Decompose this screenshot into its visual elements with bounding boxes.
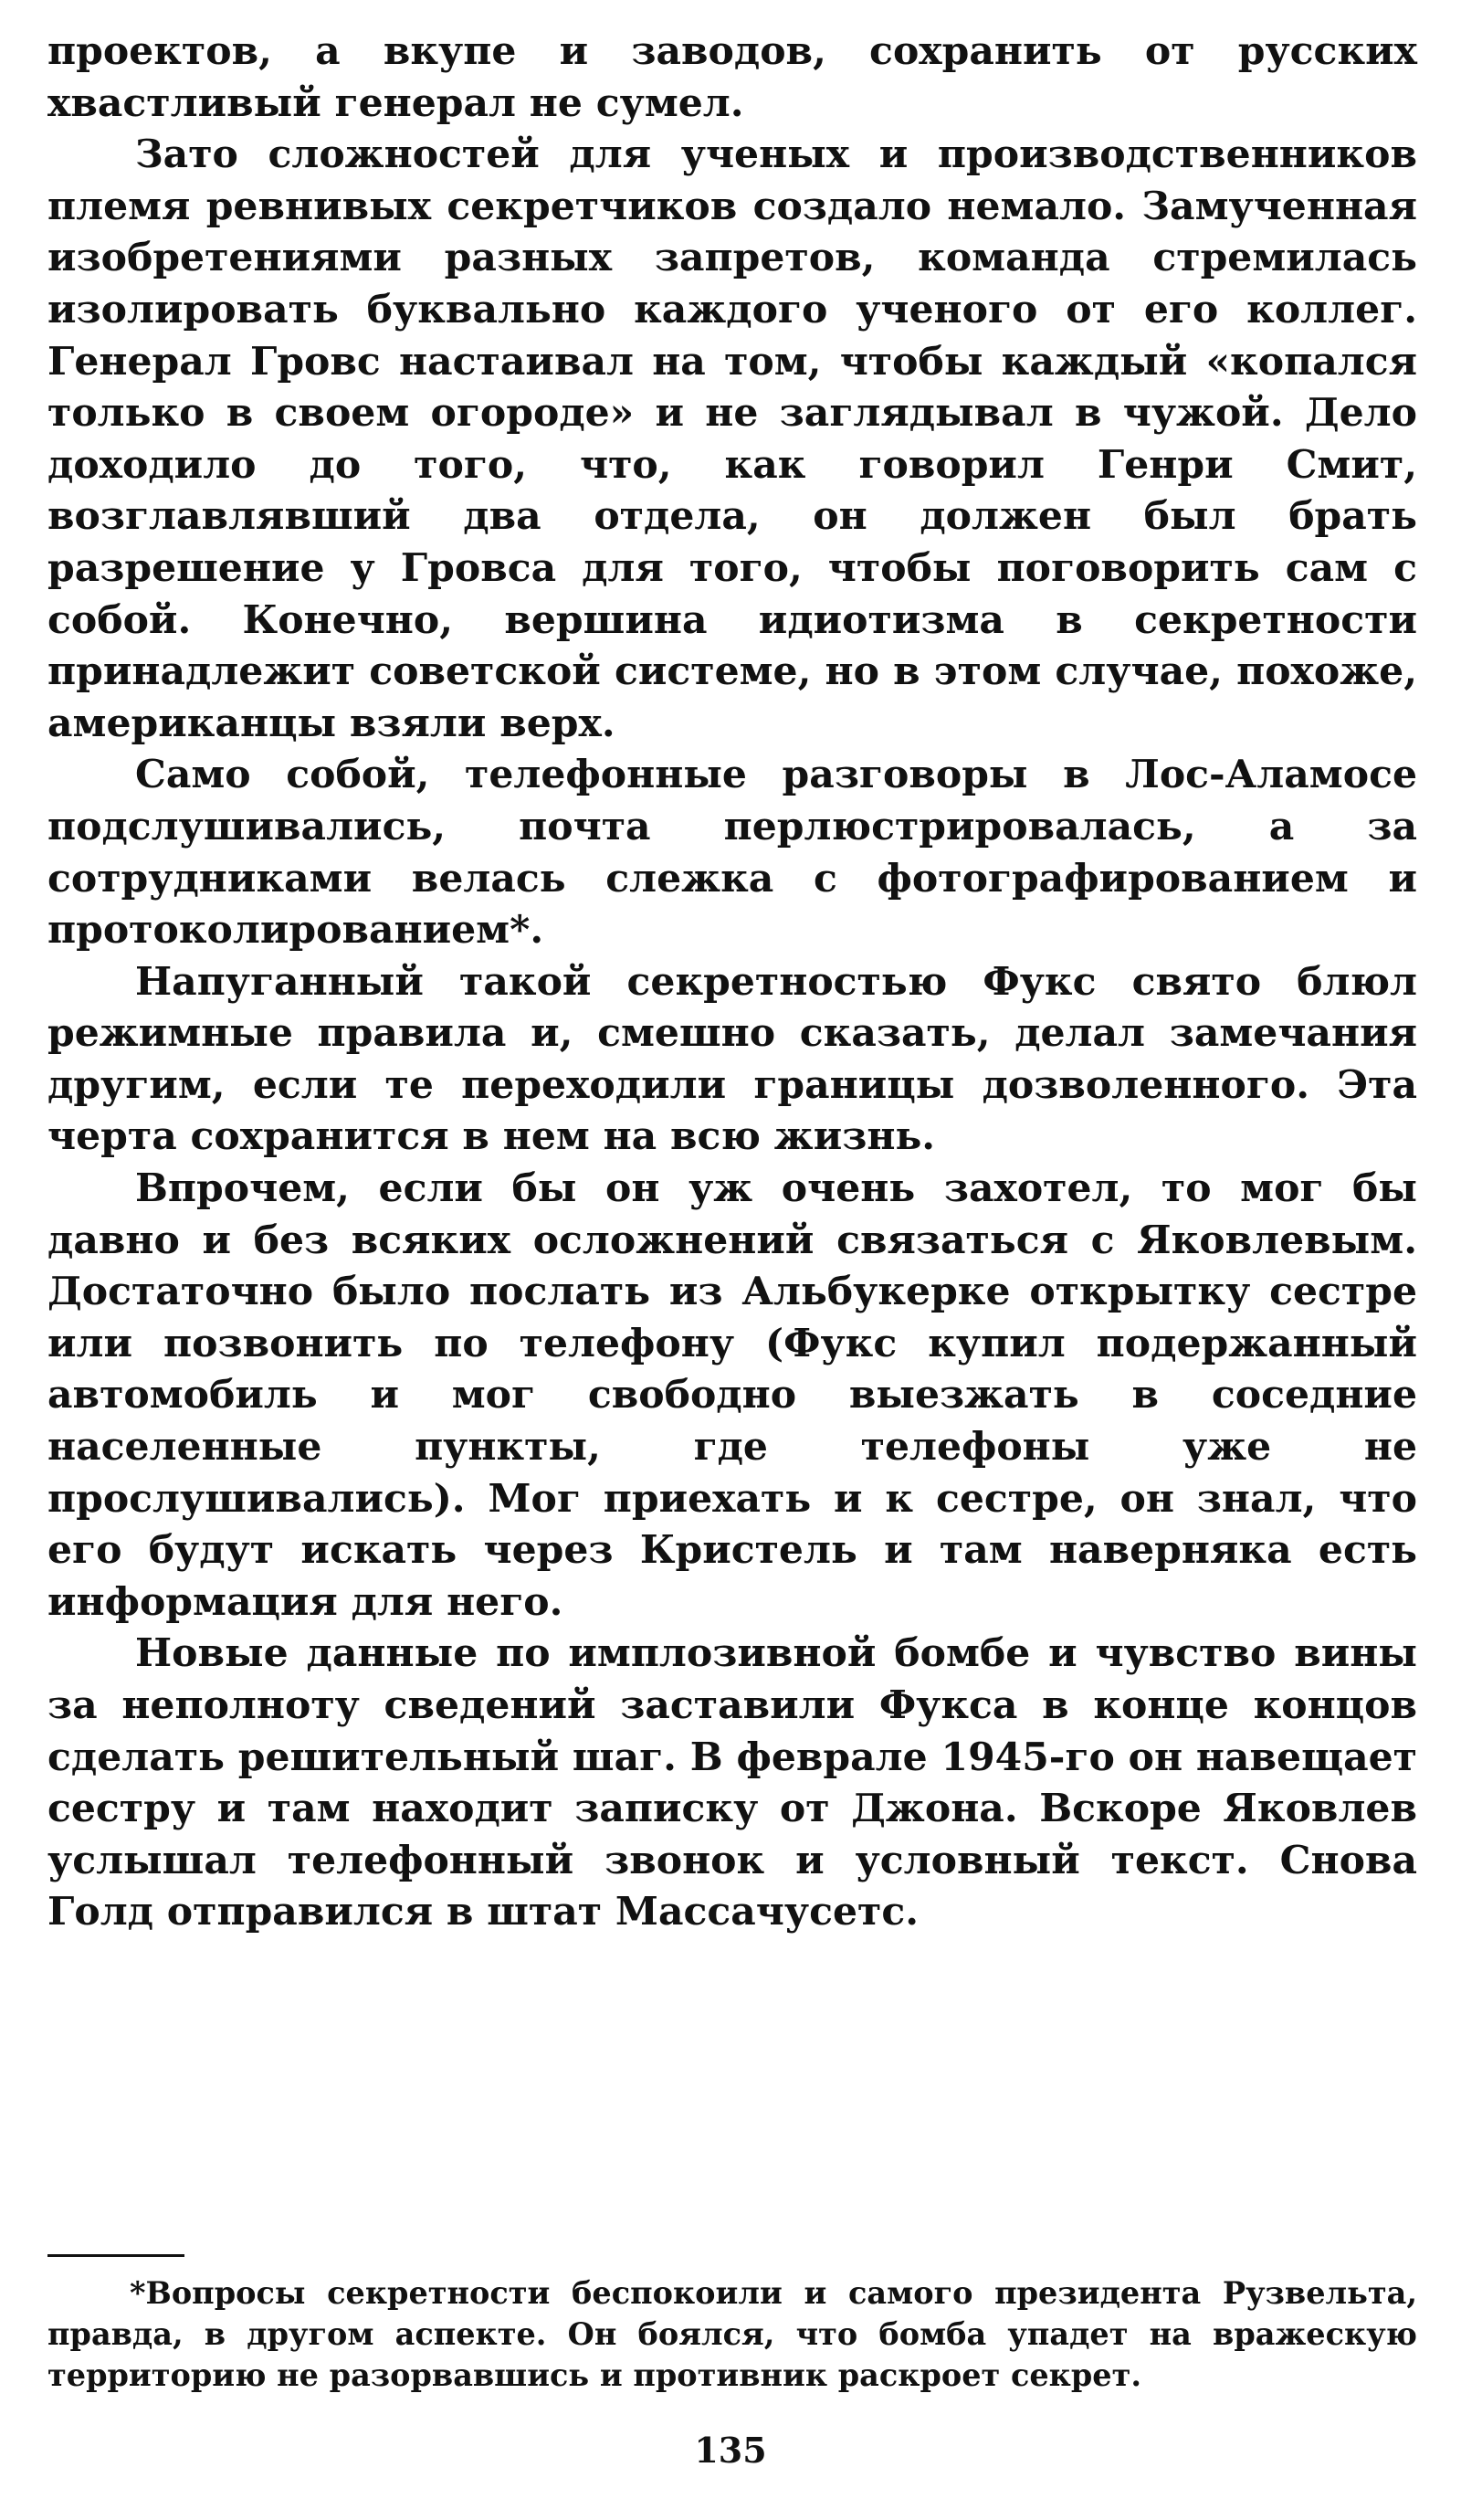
paragraph-1: проектов, а вкупе и заводов, сохранить от русских хвастливый генерал не сумел. (47, 28, 1417, 126)
page-body (47, 26, 1417, 1938)
paragraph-4: Напуганный такой секретностью Фукс свято блюл режимные правила и, смешно сказать, делал замечания другим, если те переходили границы дозволенного. Эта черта сохранится в нем на всю жизнь. (47, 958, 1417, 1160)
paragraph-5: Впрочем, если бы он уж очень захотел, то мог бы давно и без всяких осложнений связаться с Яковлевым. Достаточно было послать из Альбукерке открытку сестре или позвонить по телефону (Фукс купил подержанный автомобиль и мог свободно выезжать в соседние населенные пункты, где телефоны уже не прослушивались). Мог приехать и к сестре, он знал, что его будут искать через Кристель и там наверняка есть информация для него. (47, 1165, 1417, 1625)
paragraph-6: Новые данные по имплозивной бомбе и чувство вины за неполноту сведений заставили Фукса в конце концов сделать решительный шаг. В феврале 1945-го он навещает сестру и там находит записку от Джона. Вскоре Яковлев услышал телефонный звонок и условный текст. Снова Голд отправился в штат Массачусетс. (47, 1630, 1417, 1935)
paragraph-2: Зато сложностей для ученых и производственников племя ревнивых секретчиков создало немало. Замученная изобретениями разных запретов, команда стремилась изолировать буквально каждого ученого от его коллег. Генерал Гровс настаивал на том, чтобы каждый «копался только в своем огороде» и не заглядывал в чужой. Дело доходило до того, что, как говорил Генри Смит, возглавлявший два отдела, он должен был брать разрешение у Гровса для того, чтобы поговорить сам с собой. Конечно, вершина идиотизма в секретности принадлежит советской системе, но в этом случае, похоже, американцы взяли верх. (47, 132, 1417, 746)
paragraph-3: Само собой, телефонные разговоры в Лос-Аламосе подслушивались, почта перлюстрировалась, а за сотрудниками велась слежка с фотографированием и протоколированием*. (47, 752, 1417, 954)
page-number: 135 (694, 2430, 767, 2471)
footnote-divider (47, 2254, 184, 2257)
footnote: *Вопросы секретности беспокоили и самого президента Рузвельта, правда, в другом аспекте. Он боялся, что бомба упадет на вражескую территорию не разорвавшись и противник раскроет секрет. (47, 2275, 1417, 2393)
